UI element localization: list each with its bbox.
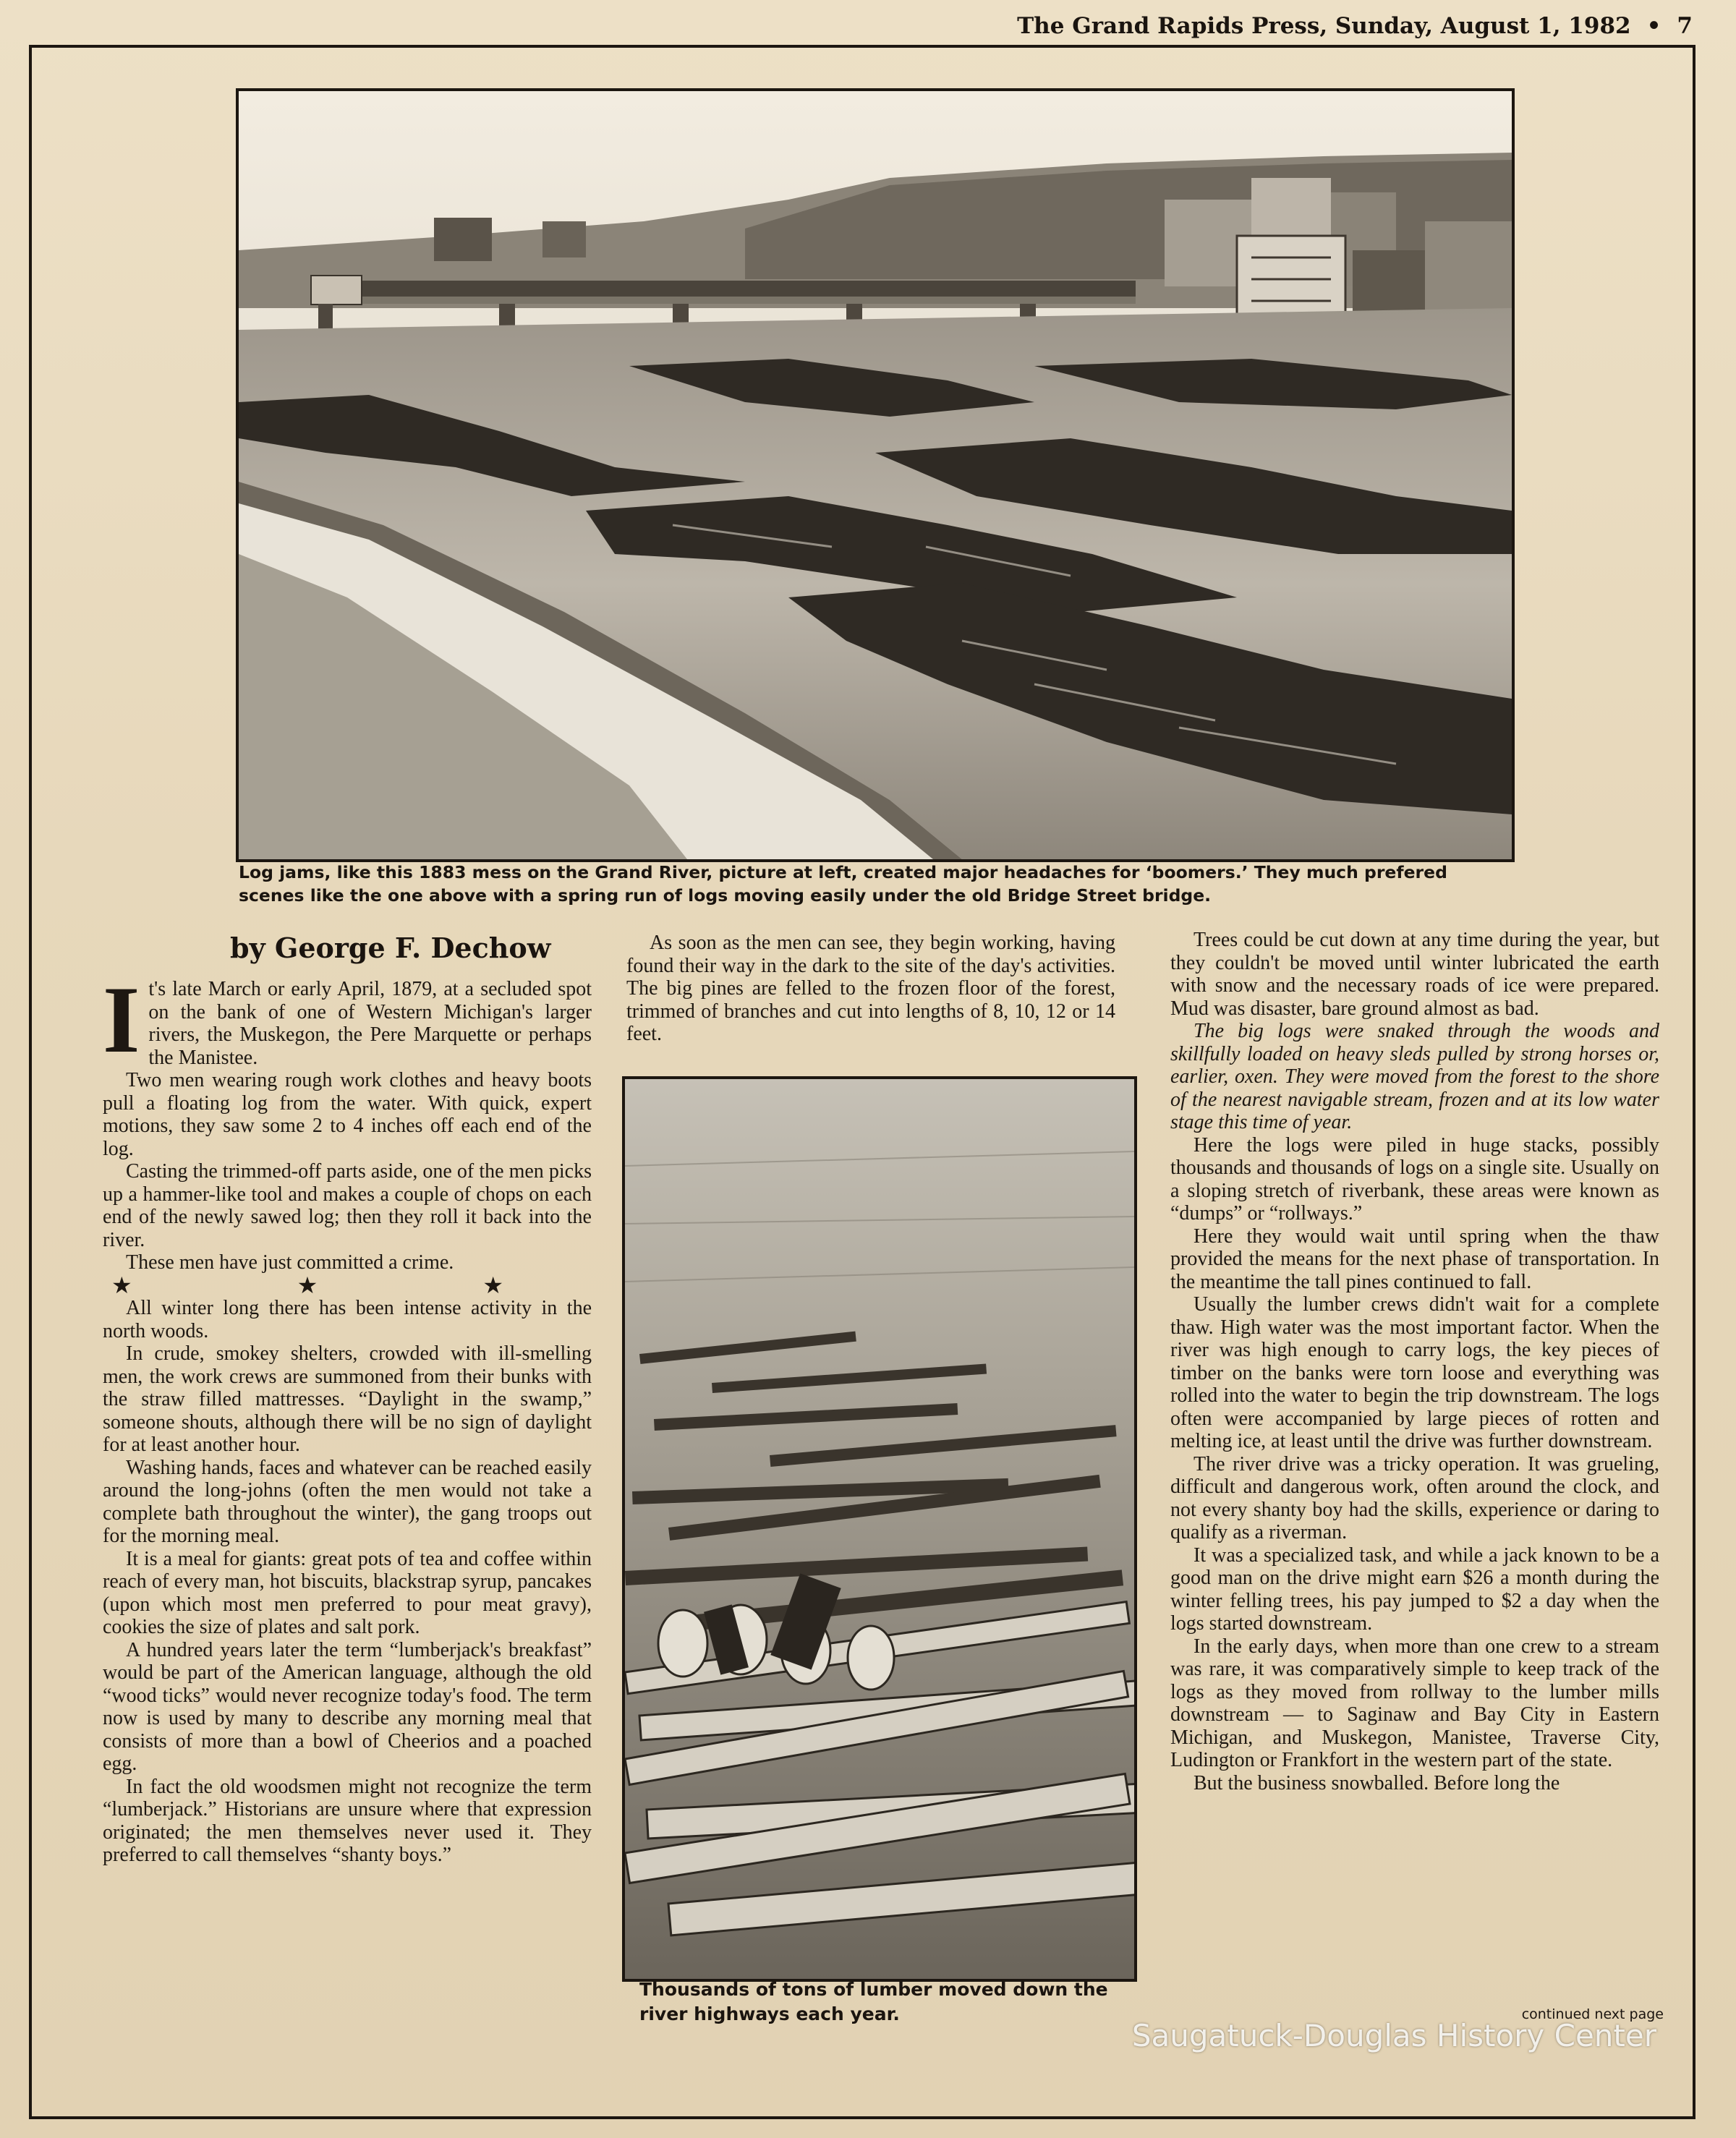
paragraph: Casting the trimmed-off parts aside, one of the men picks up a hammer-like tool and makes a couple of chops on each end of the newly sawed log; then they roll it back into the river. (103, 1160, 592, 1251)
paragraph: It was a specialized task, and while a jack known to be a good man on the drive might earn $26 a month during the winter felling trees, his pay jumped to $2 a day when the logs started downstream. (1170, 1543, 1659, 1635)
paragraph: All winter long there has been intense activity in the north woods. (103, 1297, 592, 1342)
lead-text: t's late March or early April, 1879, at a secluded spot on the bank of one of Western Michigan's larger rivers, the Muskegon, the Pere Marquette or perhaps the Manistee. (148, 978, 592, 1069)
lead-paragraph (103, 966, 592, 1073)
byline: by George F. Dechow (230, 932, 551, 964)
paragraph: Here the logs were piled in huge stacks, possibly thousands and thousands of logs on a single site. Usually on a sloping stretch of riverbank, these areas were known as “dumps” or “rollways.” (1170, 1133, 1659, 1225)
masthead (1017, 13, 1693, 39)
paragraph: Washing hands, faces and whatever can be reached easily around the long-johns (often the men would not take a complete bath throughout the winter), the gang troops out for the morning meal. (103, 1456, 592, 1547)
continued-note: continued next page (1521, 2006, 1664, 2022)
paragraph: As soon as the men can see, they begin working, having found their way in the dark to the site of the day's activities. The big pines are felled to the frozen floor of the forest, trimmed of branches and cut into lengths of 8, 10, 12 or 14 feet. (626, 932, 1115, 1045)
top-caption-line-1: Log jams, like this 1883 mess on the Grand River, picture at left, created major headaches for ‘boomers.’ They much prefered (239, 862, 1447, 882)
paragraph: Here they would wait until spring when the thaw provided the means for the next phase of transportation. In the meantime the tall pines continued to fall. (1170, 1225, 1659, 1293)
top-caption-line-2: scenes like the one above with a spring run of logs moving easily under the old Bridge Street bridge. (239, 885, 1212, 906)
paragraph: Usually the lumber crews didn't wait for a complete thaw. High water was the most important factor. When the river was high enough to carry logs, the key pieces of timber on the banks were torn loose and everything was rolled into the water to begin the trip downstream. The logs often were accompanied by large pieces of rotten and melting ice, at least until the drive was further downstream. (1170, 1293, 1659, 1452)
paragraph: It is a meal for giants: great pots of tea and coffee within reach of every man, hot biscuits, blackstrap syrup, pancakes (upon which most men preferred to pour meat gravy), cookies the size of plates and salt pork. (103, 1547, 592, 1638)
section-break-stars: ★ ★ ★ (111, 1272, 584, 1298)
river-logs-photo (622, 1076, 1137, 1982)
paragraph: In crude, smokey shelters, crowded with ill-smelling men, the work crews are summoned from their bunks with the straw filled mattresses. “Daylight in the swamp,” someone shouts, although there will be no sign of daylight for at least another hour. (103, 1342, 592, 1456)
top-photo-caption (239, 861, 1526, 907)
column-2 (626, 932, 1115, 1046)
river-photo-caption: Thousands of tons of lumber moved down the river highways each year. (639, 1979, 1108, 2024)
dropcap: I (103, 966, 140, 1073)
paragraph: But the business snowballed. Before long the (1194, 1771, 1560, 1794)
masthead-separator: • (1646, 13, 1661, 39)
paragraph: The big logs were snaked through the woods and skillfully loaded on heavy sleds pulled by strong horses or, earlier, oxen. They were moved from the forest to the shore of the nearest navigable stream, frozen and at its low water stage this time of year. (1170, 1020, 1659, 1133)
paragraph: In fact the old woodsmen might not recognize the term “lumberjack.” Historians are unsure where that expression originated; the men themselves never used it. They preferred to call themselves “shanty boys.” (103, 1775, 592, 1866)
paragraph: In the early days, when more than one crew to a stream was rare, it was comparatively simple to keep track of the logs as they moved from rollway to the lumber mills downstream — to Saginaw and Bay City in Eastern Michigan, and Muskegon, Manistee, Traverse City, Ludington or Frankfort in the western part of the state. (1170, 1635, 1659, 1771)
bridge-photo-illustration (239, 91, 1512, 859)
paragraph: Trees could be cut down at any time during the year, but they couldn't be moved until winter lubricated the earth with snow and the necessary roads of ice were prepared. Mud was disaster, bare ground almost as bad. (1170, 929, 1659, 1020)
paragraph: A hundred years later the term “lumberjack's breakfast” would be part of the American language, although the old “wood ticks” would never recognize today's food. The term now is used by many to describe any morning meal that consists of more than a bowl of Cheerios and a poached egg. (103, 1638, 592, 1775)
watermark: Saugatuck-Douglas History Center (1131, 2018, 1656, 2053)
column-1 (103, 966, 592, 1867)
paragraph: The river drive was a tricky operation. It was grueling, difficult and dangerous work, often around the clock, and not every shanty boy had the skills, experience or daring to qualify as a riverman. (1170, 1452, 1659, 1543)
masthead-title: The Grand Rapids Press, Sunday, August 1, 1982 (1017, 13, 1631, 39)
paragraph: Two men wearing rough work clothes and heavy boots pull a floating log from the water. With quick, expert motions, they saw some 2 to 4 inches off each end of the log. (103, 1069, 592, 1160)
page-number: 7 (1677, 13, 1693, 39)
paragraph: These men have just committed a crime. (126, 1251, 454, 1274)
bridge-log-drive-photo (236, 88, 1515, 862)
column-3 (1170, 929, 1659, 1794)
river-logs-illustration (625, 1079, 1134, 1979)
